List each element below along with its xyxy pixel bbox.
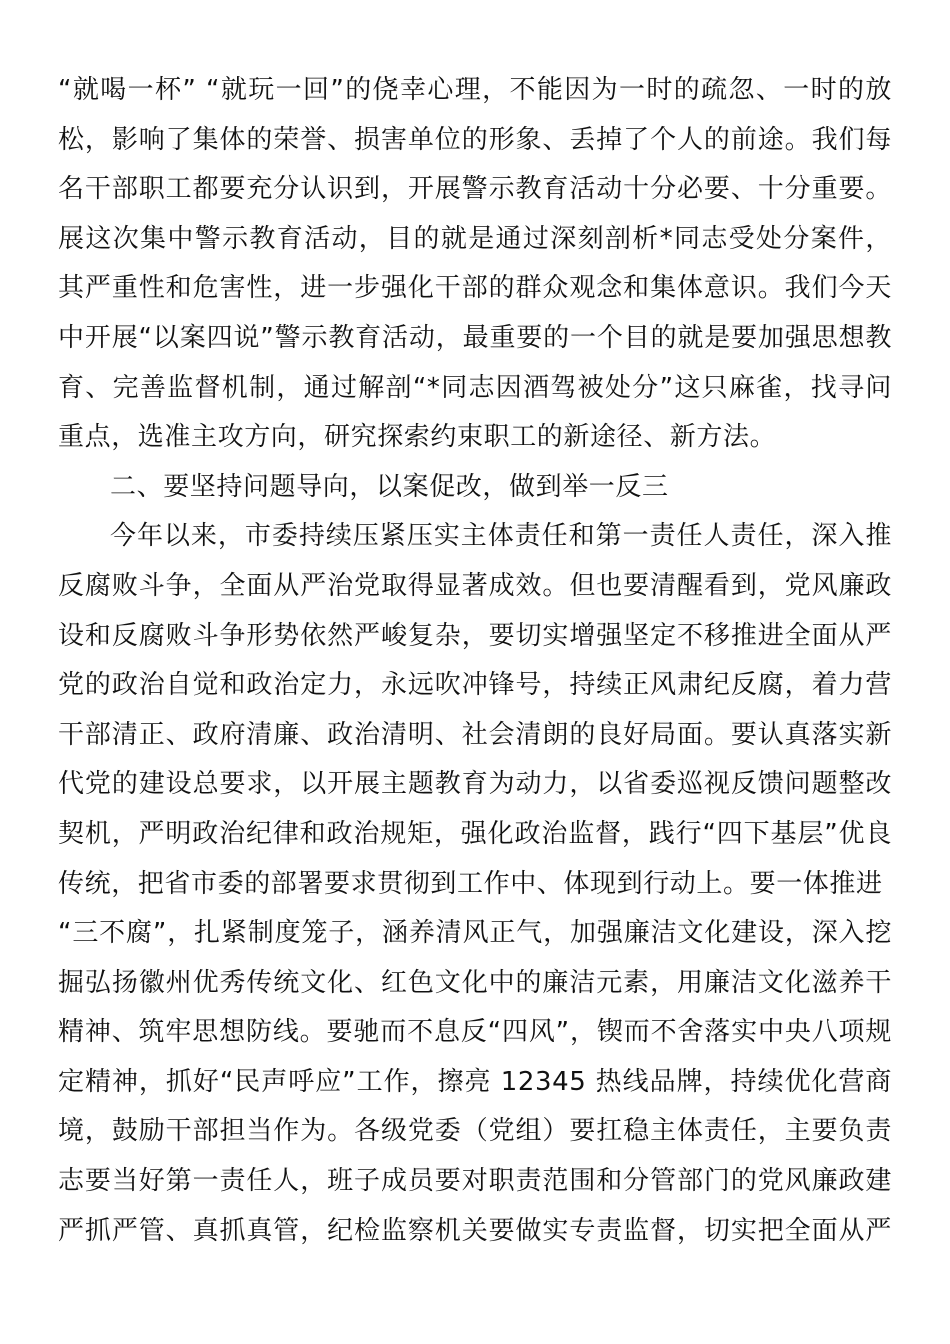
paragraph-line: 干部清正、政府清廉、政治清明、社会清朗的良好局面。要认真落实新: [58, 719, 892, 750]
paragraph-line: 严抓严管、真抓真管，纪检监察机关要做实专责监督，切实把全面从严: [58, 1215, 892, 1246]
paragraph-line: 传统，把省市委的部署要求贯彻到工作中、体现到行动上。要一体推进: [58, 868, 883, 899]
paragraph-line: 反腐败斗争，全面从严治党取得显著成效。但也要清醒看到，党风廉政: [58, 570, 892, 601]
paragraph-line: 掘弘扬徽州优秀传统文化、红色文化中的廉洁元素，用廉洁文化滋养干: [58, 967, 892, 998]
paragraph-line: 代党的建设总要求，以开展主题教育为动力，以省委巡视反馈问题整改: [58, 769, 892, 800]
paragraph-line: 设和反腐败斗争形势依然严峻复杂，要切实增强坚定不移推进全面从严: [58, 620, 892, 651]
document-body: [58, 66, 892, 1256]
paragraph-2: [58, 512, 892, 1256]
paragraph-line: 育、完善监督机制，通过解剖“*同志因酒驾被处分”这只麻雀，找寻问: [58, 372, 892, 403]
paragraph-line: 精神、筑牢思想防线。要驰而不息反“四风”，锲而不舍落实中央八项规: [58, 1017, 892, 1048]
paragraph-line: 名干部职工都要充分认识到，开展警示教育活动十分必要、十分重要。: [58, 174, 892, 205]
paragraph-line-last: 重点，选准主攻方向，研究探索约束职工的新途径、新方法。: [58, 422, 777, 453]
paragraph-1: [58, 66, 892, 463]
paragraph-line: 其严重性和危害性，进一步强化干部的群众观念和集体意识。我们今天: [58, 273, 892, 304]
paragraph-line: “就喝一杯” “就玩一回”的侥幸心理，不能因为一时的疏忽、一时的放: [58, 75, 892, 105]
paragraph-line: 定精神，抓好“民声呼应”工作，擦亮 12345 热线品牌，持续优化营商: [58, 1066, 892, 1097]
paragraph-line: 境，鼓励干部担当作为。各级党委（党组）要扛稳主体责任，主要负责: [58, 1116, 892, 1147]
paragraph-line-first: 今年以来，市委持续压紧压实主体责任和第一责任人责任，深入推: [110, 521, 892, 552]
paragraph-line: 松，影响了集体的荣誉、损害单位的形象、丢掉了个人的前途。我们每: [58, 124, 892, 155]
section-heading: 二、要坚持问题导向，以案促改，做到举一反三: [110, 471, 669, 502]
paragraph-line: 志要当好第一责任人，班子成员要对职责范围和分管部门的党风廉政建: [58, 1166, 892, 1197]
paragraph-line: 党的政治自觉和政治定力，永远吹冲锋号，持续正风肃纪反腐，着力营: [58, 670, 892, 701]
paragraph-line: 中开展“以案四说”警示教育活动，最重要的一个目的就是要加强思想教: [58, 322, 892, 353]
paragraph-line: 展这次集中警示教育活动，目的就是通过深刻剖析*同志受处分案件，: [58, 223, 892, 254]
paragraph-line: 契机，严明政治纪律和政治规矩，强化政治监督，践行“四下基层”优良: [58, 818, 892, 849]
paragraph-line: “三不腐”，扎紧制度笼子，涵养清风正气，加强廉洁文化建设，深入挖: [58, 918, 892, 949]
